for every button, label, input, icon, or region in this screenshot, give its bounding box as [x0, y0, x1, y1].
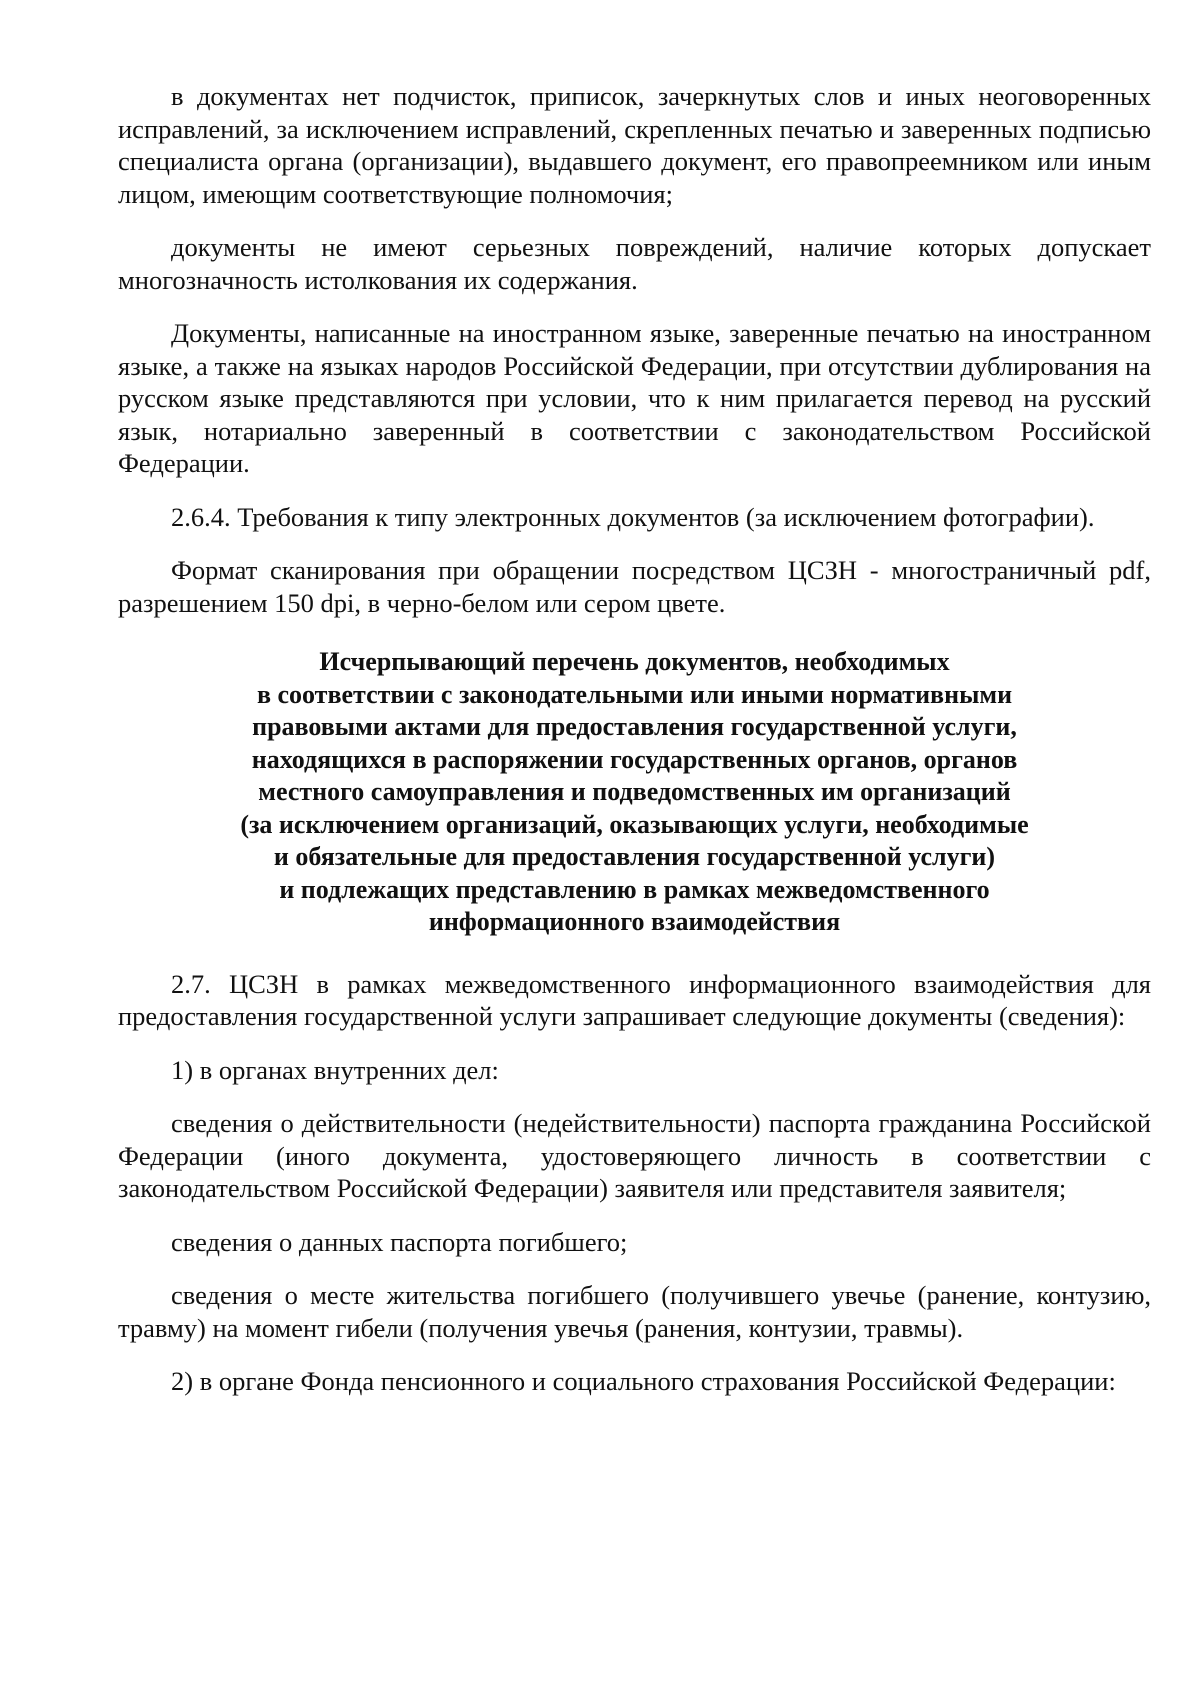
paragraph-no-corrections: в документах нет подчисток, приписок, зачеркнутых слов и иных неоговоренных исправлений, за исключением исправлений, скрепленных печатью и заверенных подписью специалиста органа (организации), выдавшего документ, его правопреемником или иным лицом, имеющим соответствующие полномочия;	[118, 81, 1151, 209]
paragraph-2-6-4: 2.6.4. Требования к типу электронных документов (за исключением фотографии).	[171, 501, 1095, 532]
list-item-pension-fund: 2) в органе Фонда пенсионного и социального страхования Российской Федерации:	[171, 1366, 1116, 1396]
paragraph-residence: сведения о месте жительства погибшего (получившего увечье (ранение, контузию, травму) на момент гибели (получения увечья (ранения, контузии, травмы).	[118, 1280, 1151, 1343]
list-item-internal-affairs: 1) в органах внутренних дел:	[171, 1054, 499, 1085]
section-heading: Исчерпывающий перечень документов, необходимых в соответствии с законодательными или иными нормативными правовыми актами для предоставления государственной услуги, находящихся в распоряжении государственных органов, органов местного самоуправления и подведомственных им организаций (за исключением организаций, оказывающих услуги, необходимые и обязательные для предоставления государственной услуги) и подлежащих представлению в рамках межведомственного информационного взаимодействия	[240, 647, 1029, 936]
document-page	[118, 80, 1151, 1419]
paragraph-passport-validity: сведения о действительности (недействительности) паспорта гражданина Российской Федерации (иного документа, удостоверяющего личность в соответствии с законодательством Российской Федерации) заявителя или представителя заявителя;	[118, 1108, 1151, 1203]
paragraph-foreign-language: Документы, написанные на иностранном языке, заверенные печатью на иностранном языке, а также на языках народов Российской Федерации, при отсутствии дублирования на русском языке представляются при условии, что к ним прилагается перевод на русский язык, нотариально заверенный в соответствии с законодательством Российской Федерации.	[118, 318, 1151, 478]
paragraph-passport-data: сведения о данных паспорта погибшего;	[171, 1226, 628, 1257]
paragraph-scan-format: Формат сканирования при обращении посредством ЦСЗН - многостраничный pdf, разрешением 150 dpi, в черно-белом или сером цвете.	[118, 555, 1151, 618]
paragraph-no-damage: документы не имеют серьезных повреждений, наличие которых допускает многозначность истолкования их содержания.	[118, 232, 1151, 295]
paragraph-2-7: 2.7. ЦСЗН в рамках межведомственного информационного взаимодействия для предоставления государственной услуги запрашивает следующие документы (сведения):	[118, 968, 1151, 1031]
